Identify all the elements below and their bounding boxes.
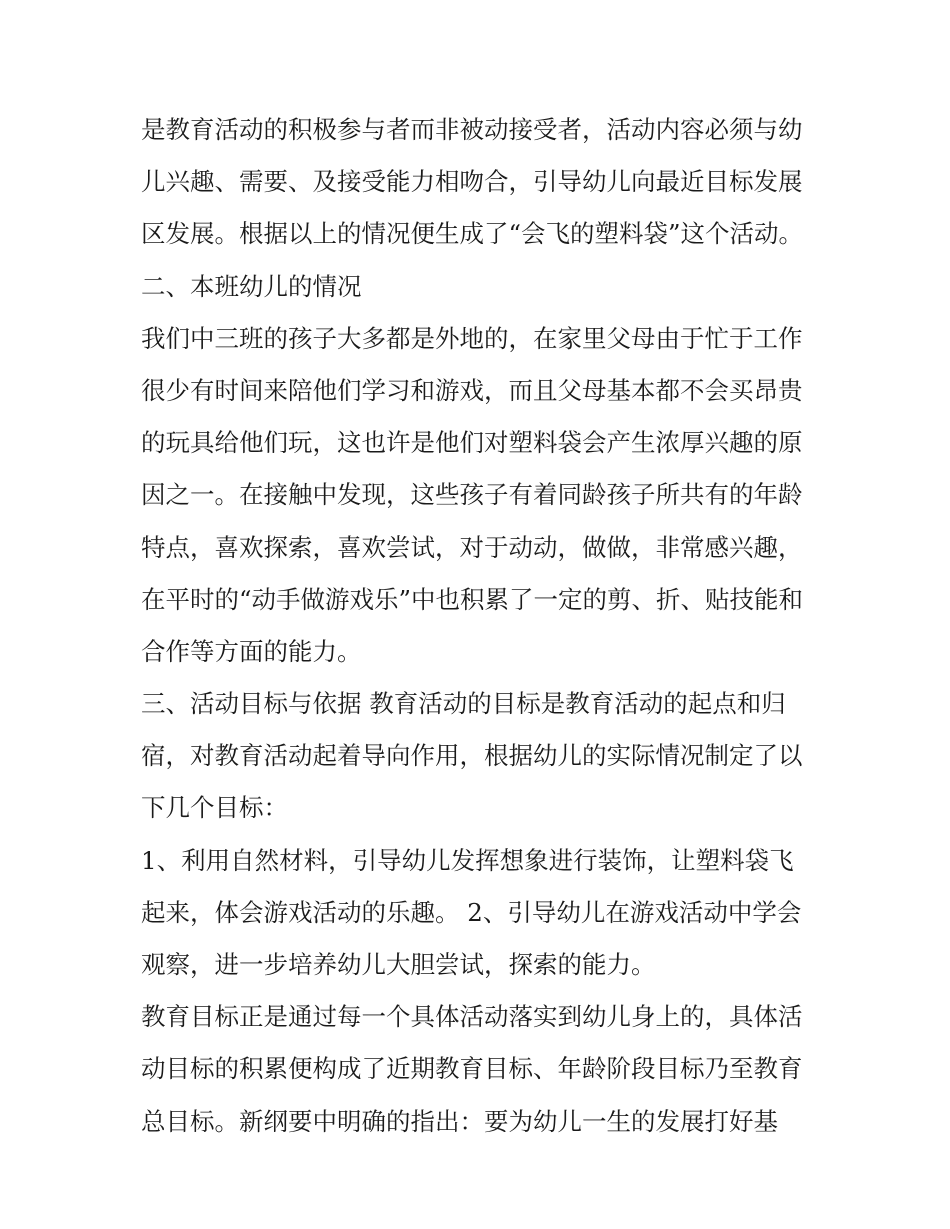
text-line: 在平时的“动手做游戏乐”中也积累了一定的剪、折、贴技能和 <box>141 584 804 614</box>
text-line: 区发展。根据以上的情况便生成了“会飞的塑料袋”这个活动。 <box>141 219 804 249</box>
section-heading: 三、活动目标与依据 教育活动的目标是教育活动的起点和归 <box>141 689 786 719</box>
text-line: 是教育活动的积极参与者而非被动接受者，活动内容必须与幼 <box>141 115 803 144</box>
text-line: 合作等方面的能力。 <box>141 636 362 666</box>
text-line: 动目标的积累便构成了近期教育目标、年龄阶段目标乃至教育 <box>141 1054 803 1084</box>
list-item-line: 观察，进一步培养幼儿大胆尝试，探索的能力。 <box>141 950 656 979</box>
list-item-line: 1、利用自然材料，引导幼儿发挥想象进行装饰，让塑料袋飞 <box>141 845 794 875</box>
text-line: 特点，喜欢探索，喜欢尝试，对于动动，做做，非常感兴趣， <box>141 532 803 562</box>
text-line: 的玩具给他们玩，这也许是他们对塑料袋会产生浓厚兴趣的原 <box>141 428 803 458</box>
text-line: 宿，对教育活动起着导向作用，根据幼儿的实际情况制定了以 <box>141 741 803 771</box>
list-item-line: 起来，体会游戏活动的乐趣。 2、引导幼儿在游戏活动中学会 <box>141 897 802 927</box>
text-line: 我们中三班的孩子大多都是外地的，在家里父母由于忙于工作 <box>141 323 803 353</box>
body-text <box>141 104 821 1148</box>
text-line: 下几个目标： <box>141 793 288 823</box>
text-line: 因之一。在接触中发现，这些孩子有着同龄孩子所共有的年龄 <box>141 480 803 510</box>
text-line: 儿兴趣、需要、及接受能力相吻合，引导幼儿向最近目标发展 <box>141 167 803 197</box>
text-line: 总目标。新纲要中明确的指出：要为幼儿一生的发展打好基 <box>141 1106 778 1136</box>
text-line: 教育目标正是通过每一个具体活动落实到幼儿身上的，具体活 <box>141 1002 803 1032</box>
section-heading: 二、本班幼儿的情况 <box>141 271 362 301</box>
text-line: 很少有时间来陪他们学习和游戏，而且父母基本都不会买昂贵 <box>141 375 803 405</box>
